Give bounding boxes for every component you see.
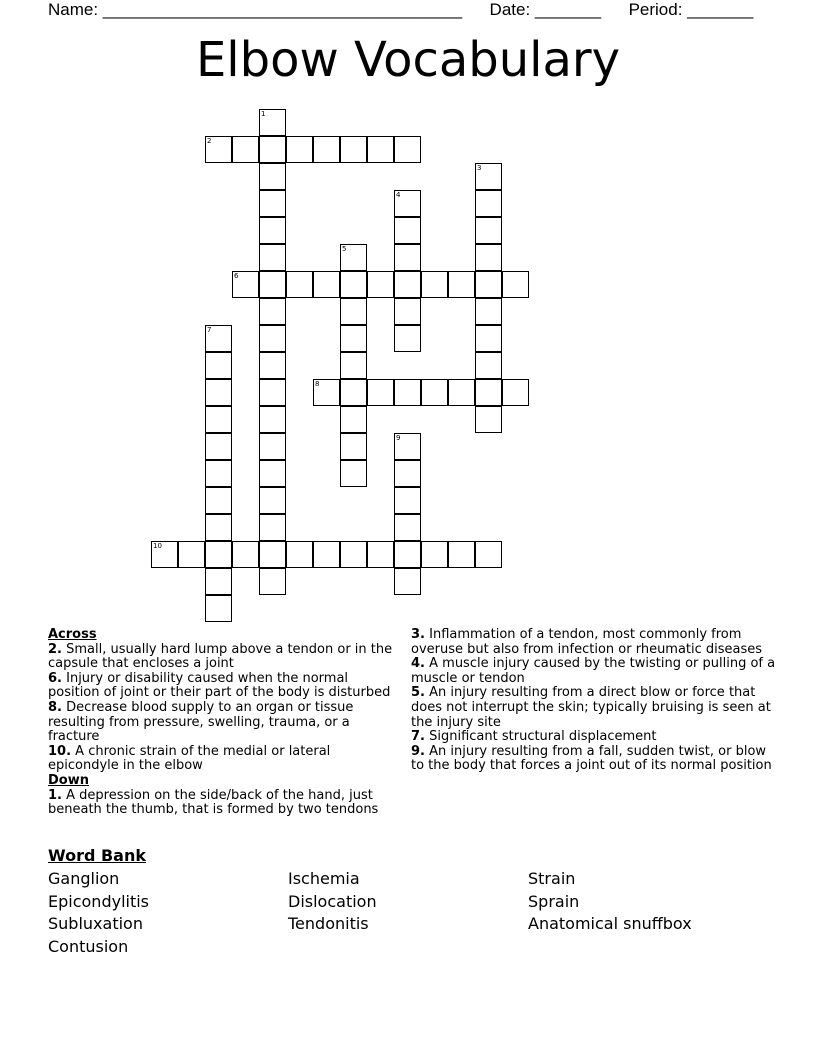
crossword-cell[interactable] — [313, 541, 340, 568]
crossword-cell[interactable] — [475, 298, 502, 325]
clue-down-3 — [411, 628, 776, 657]
crossword-cell[interactable] — [205, 406, 232, 433]
crossword-cell[interactable] — [259, 325, 286, 352]
clue-down-1 — [48, 789, 403, 818]
crossword-cell[interactable] — [340, 298, 367, 325]
crossword-cell[interactable] — [367, 379, 394, 406]
crossword-cell[interactable] — [367, 136, 394, 163]
crossword-cell[interactable] — [340, 271, 367, 298]
crossword-cell[interactable] — [259, 217, 286, 244]
crossword-cell[interactable] — [340, 433, 367, 460]
crossword-cell[interactable] — [259, 406, 286, 433]
crossword-cell[interactable] — [259, 379, 286, 406]
clue-number: 10. — [48, 743, 72, 759]
date-field: Date: _______ — [489, 0, 602, 19]
crossword-cell[interactable] — [502, 271, 529, 298]
period-field: Period: _______ — [628, 0, 754, 19]
clue-number-label: 6 — [234, 272, 239, 280]
crossword-cell[interactable] — [205, 514, 232, 541]
crossword-cell[interactable] — [232, 541, 259, 568]
name-field: Name: ______________________________________ — [48, 0, 463, 19]
word-bank-title: Word Bank — [48, 846, 147, 865]
crossword-cell[interactable] — [313, 271, 340, 298]
clue-down-9 — [411, 745, 776, 774]
crossword-cell[interactable] — [394, 460, 421, 487]
crossword-cell[interactable] — [259, 541, 286, 568]
crossword-cell[interactable] — [448, 379, 475, 406]
word-bank-item: Tendonitis — [288, 914, 369, 934]
clue-down-7 — [411, 730, 776, 745]
clues-column-left — [48, 628, 403, 818]
clue-number: 3. — [411, 627, 425, 642]
clue-number: 2. — [48, 641, 62, 657]
clue-number: 4. — [411, 656, 425, 672]
clue-number: 6. — [48, 670, 62, 686]
clue-text: A chronic strain of the medial or lateral epicondyle in the elbow — [48, 743, 331, 774]
crossword-cell[interactable] — [232, 271, 259, 298]
clue-down-5 — [411, 686, 776, 730]
clue-number: 5. — [411, 685, 425, 701]
crossword-cell[interactable] — [448, 541, 475, 568]
crossword-cell[interactable] — [286, 541, 313, 568]
crossword-cell[interactable] — [205, 460, 232, 487]
crossword-cell[interactable] — [205, 379, 232, 406]
crossword-cell[interactable] — [259, 163, 286, 190]
crossword-cell[interactable] — [205, 352, 232, 379]
clue-text: Injury or disability caused when the normal position of joint or their part of the body is disturbed — [48, 670, 391, 701]
crossword-cell[interactable] — [151, 541, 178, 568]
crossword-cell[interactable] — [340, 136, 367, 163]
crossword-cell[interactable] — [313, 136, 340, 163]
crossword-cell[interactable] — [448, 271, 475, 298]
word-bank-item: Contusion — [48, 936, 129, 956]
crossword-cell[interactable] — [394, 136, 421, 163]
clue-text: Inflammation of a tendon, most commonly from overuse but also from infection or rheumatic diseases — [411, 627, 763, 657]
across-heading: Across — [48, 627, 97, 642]
clue-number-label: 2 — [207, 137, 212, 145]
word-bank-item: Dislocation — [288, 891, 377, 911]
crossword-cell[interactable] — [475, 271, 502, 298]
crossword-cell[interactable] — [259, 460, 286, 487]
crossword-cell[interactable] — [232, 136, 259, 163]
crossword-cell[interactable] — [394, 541, 421, 568]
crossword-cell[interactable] — [367, 541, 394, 568]
crossword-cell[interactable] — [205, 487, 232, 514]
word-bank-column — [48, 868, 149, 958]
clue-text: An injury resulting from a fall, sudden twist, or blow to the body that forces a joint out of its normal position — [411, 743, 772, 774]
crossword-cell[interactable] — [394, 568, 421, 595]
crossword-cell[interactable] — [259, 487, 286, 514]
crossword-cell[interactable] — [205, 325, 232, 352]
clue-number: 9. — [411, 743, 425, 759]
clue-number-label: 9 — [396, 434, 401, 442]
crossword-cell[interactable] — [394, 190, 421, 217]
down-heading: Down — [48, 772, 89, 788]
crossword-cell[interactable] — [259, 433, 286, 460]
crossword-cell[interactable] — [475, 406, 502, 433]
crossword-cell[interactable] — [205, 136, 232, 163]
crossword-cell[interactable] — [475, 190, 502, 217]
clue-number: 7. — [411, 729, 425, 745]
clue-number-label: 3 — [477, 164, 482, 172]
crossword-cell[interactable] — [394, 433, 421, 460]
crossword-cell[interactable] — [205, 568, 232, 595]
crossword-cell[interactable] — [475, 217, 502, 244]
word-bank-item: Epicondylitis — [48, 891, 150, 911]
clue-down-4 — [411, 657, 776, 686]
crossword-cell[interactable] — [367, 271, 394, 298]
crossword-cell[interactable] — [394, 271, 421, 298]
crossword-cell[interactable] — [475, 352, 502, 379]
crossword-cell[interactable] — [475, 541, 502, 568]
crossword-cell[interactable] — [394, 379, 421, 406]
crossword-cell[interactable] — [394, 325, 421, 352]
crossword-cell[interactable] — [259, 244, 286, 271]
word-bank-column — [528, 868, 692, 936]
crossword-cell[interactable] — [259, 271, 286, 298]
clue-across-8 — [48, 701, 403, 745]
crossword-cell[interactable] — [259, 109, 286, 136]
clue-text: A muscle injury caused by the twisting or pulling of a muscle or tendon — [411, 656, 776, 686]
crossword-cell[interactable] — [205, 541, 232, 568]
clue-number: 1. — [48, 787, 62, 803]
crossword-cell[interactable] — [394, 298, 421, 325]
crossword-cell[interactable] — [475, 244, 502, 271]
crossword-cell[interactable] — [259, 514, 286, 541]
crossword-cell[interactable] — [259, 136, 286, 163]
word-bank-item: Strain — [528, 869, 576, 888]
crossword-cell[interactable] — [259, 352, 286, 379]
crossword-cell[interactable] — [340, 352, 367, 379]
crossword-cell[interactable] — [502, 379, 529, 406]
crossword-cell[interactable] — [313, 379, 340, 406]
crossword-cell[interactable] — [340, 244, 367, 271]
clue-number-label: 1 — [261, 110, 266, 118]
crossword-cell[interactable] — [421, 271, 448, 298]
clue-number-label: 10 — [153, 542, 162, 550]
crossword-cell[interactable] — [259, 190, 286, 217]
crossword-cell[interactable] — [394, 514, 421, 541]
clue-text: Small, usually hard lump above a tendon or in the capsule that encloses a joint — [48, 641, 393, 672]
word-bank-item: Ganglion — [48, 869, 120, 888]
clue-across-6 — [48, 672, 403, 701]
crossword-cell[interactable] — [205, 433, 232, 460]
word-bank-item: Subluxation — [48, 914, 143, 934]
clues-column-right — [411, 628, 776, 774]
clue-number-label: 4 — [396, 191, 401, 199]
clue-number-label: 7 — [207, 326, 212, 334]
word-bank-item: Anatomical snuffbox — [528, 914, 692, 934]
crossword-cell[interactable] — [421, 541, 448, 568]
crossword-cell[interactable] — [259, 568, 286, 595]
clue-number-label: 8 — [315, 380, 320, 388]
crossword-cell[interactable] — [205, 595, 232, 622]
crossword-cell[interactable] — [475, 379, 502, 406]
crossword-cell[interactable] — [475, 325, 502, 352]
crossword-cell[interactable] — [340, 406, 367, 433]
word-bank-column — [288, 868, 377, 936]
clue-number-label: 5 — [342, 245, 347, 253]
crossword-cell[interactable] — [178, 541, 205, 568]
crossword-cell[interactable] — [340, 325, 367, 352]
crossword-cell[interactable] — [475, 163, 502, 190]
clue-number: 8. — [48, 699, 62, 715]
crossword-cell[interactable] — [259, 298, 286, 325]
crossword-cell[interactable] — [394, 244, 421, 271]
crossword-cell[interactable] — [286, 271, 313, 298]
clue-text: A depression on the side/back of the hand, just beneath the thumb, that is formed by two tendons — [48, 787, 379, 818]
crossword-cell[interactable] — [340, 379, 367, 406]
clue-across-2 — [48, 643, 403, 672]
crossword-cell[interactable] — [394, 487, 421, 514]
clue-text: Decrease blood supply to an organ or tissue resulting from pressure, swelling, trauma, or a fracture — [48, 699, 354, 745]
crossword-cell[interactable] — [340, 460, 367, 487]
clue-across-10 — [48, 745, 403, 774]
crossword-cell[interactable] — [394, 217, 421, 244]
clue-text: Significant structural displacement — [429, 729, 657, 745]
word-bank-item: Sprain — [528, 891, 580, 911]
word-bank-item: Ischemia — [288, 869, 360, 888]
crossword-cell[interactable] — [286, 136, 313, 163]
crossword-cell[interactable] — [340, 541, 367, 568]
page-title: Elbow Vocabulary — [195, 32, 621, 88]
clue-text: An injury resulting from a direct blow or force that does not interrupt the skin; typically bruising is seen at the injury site — [411, 685, 771, 730]
crossword-cell[interactable] — [421, 379, 448, 406]
